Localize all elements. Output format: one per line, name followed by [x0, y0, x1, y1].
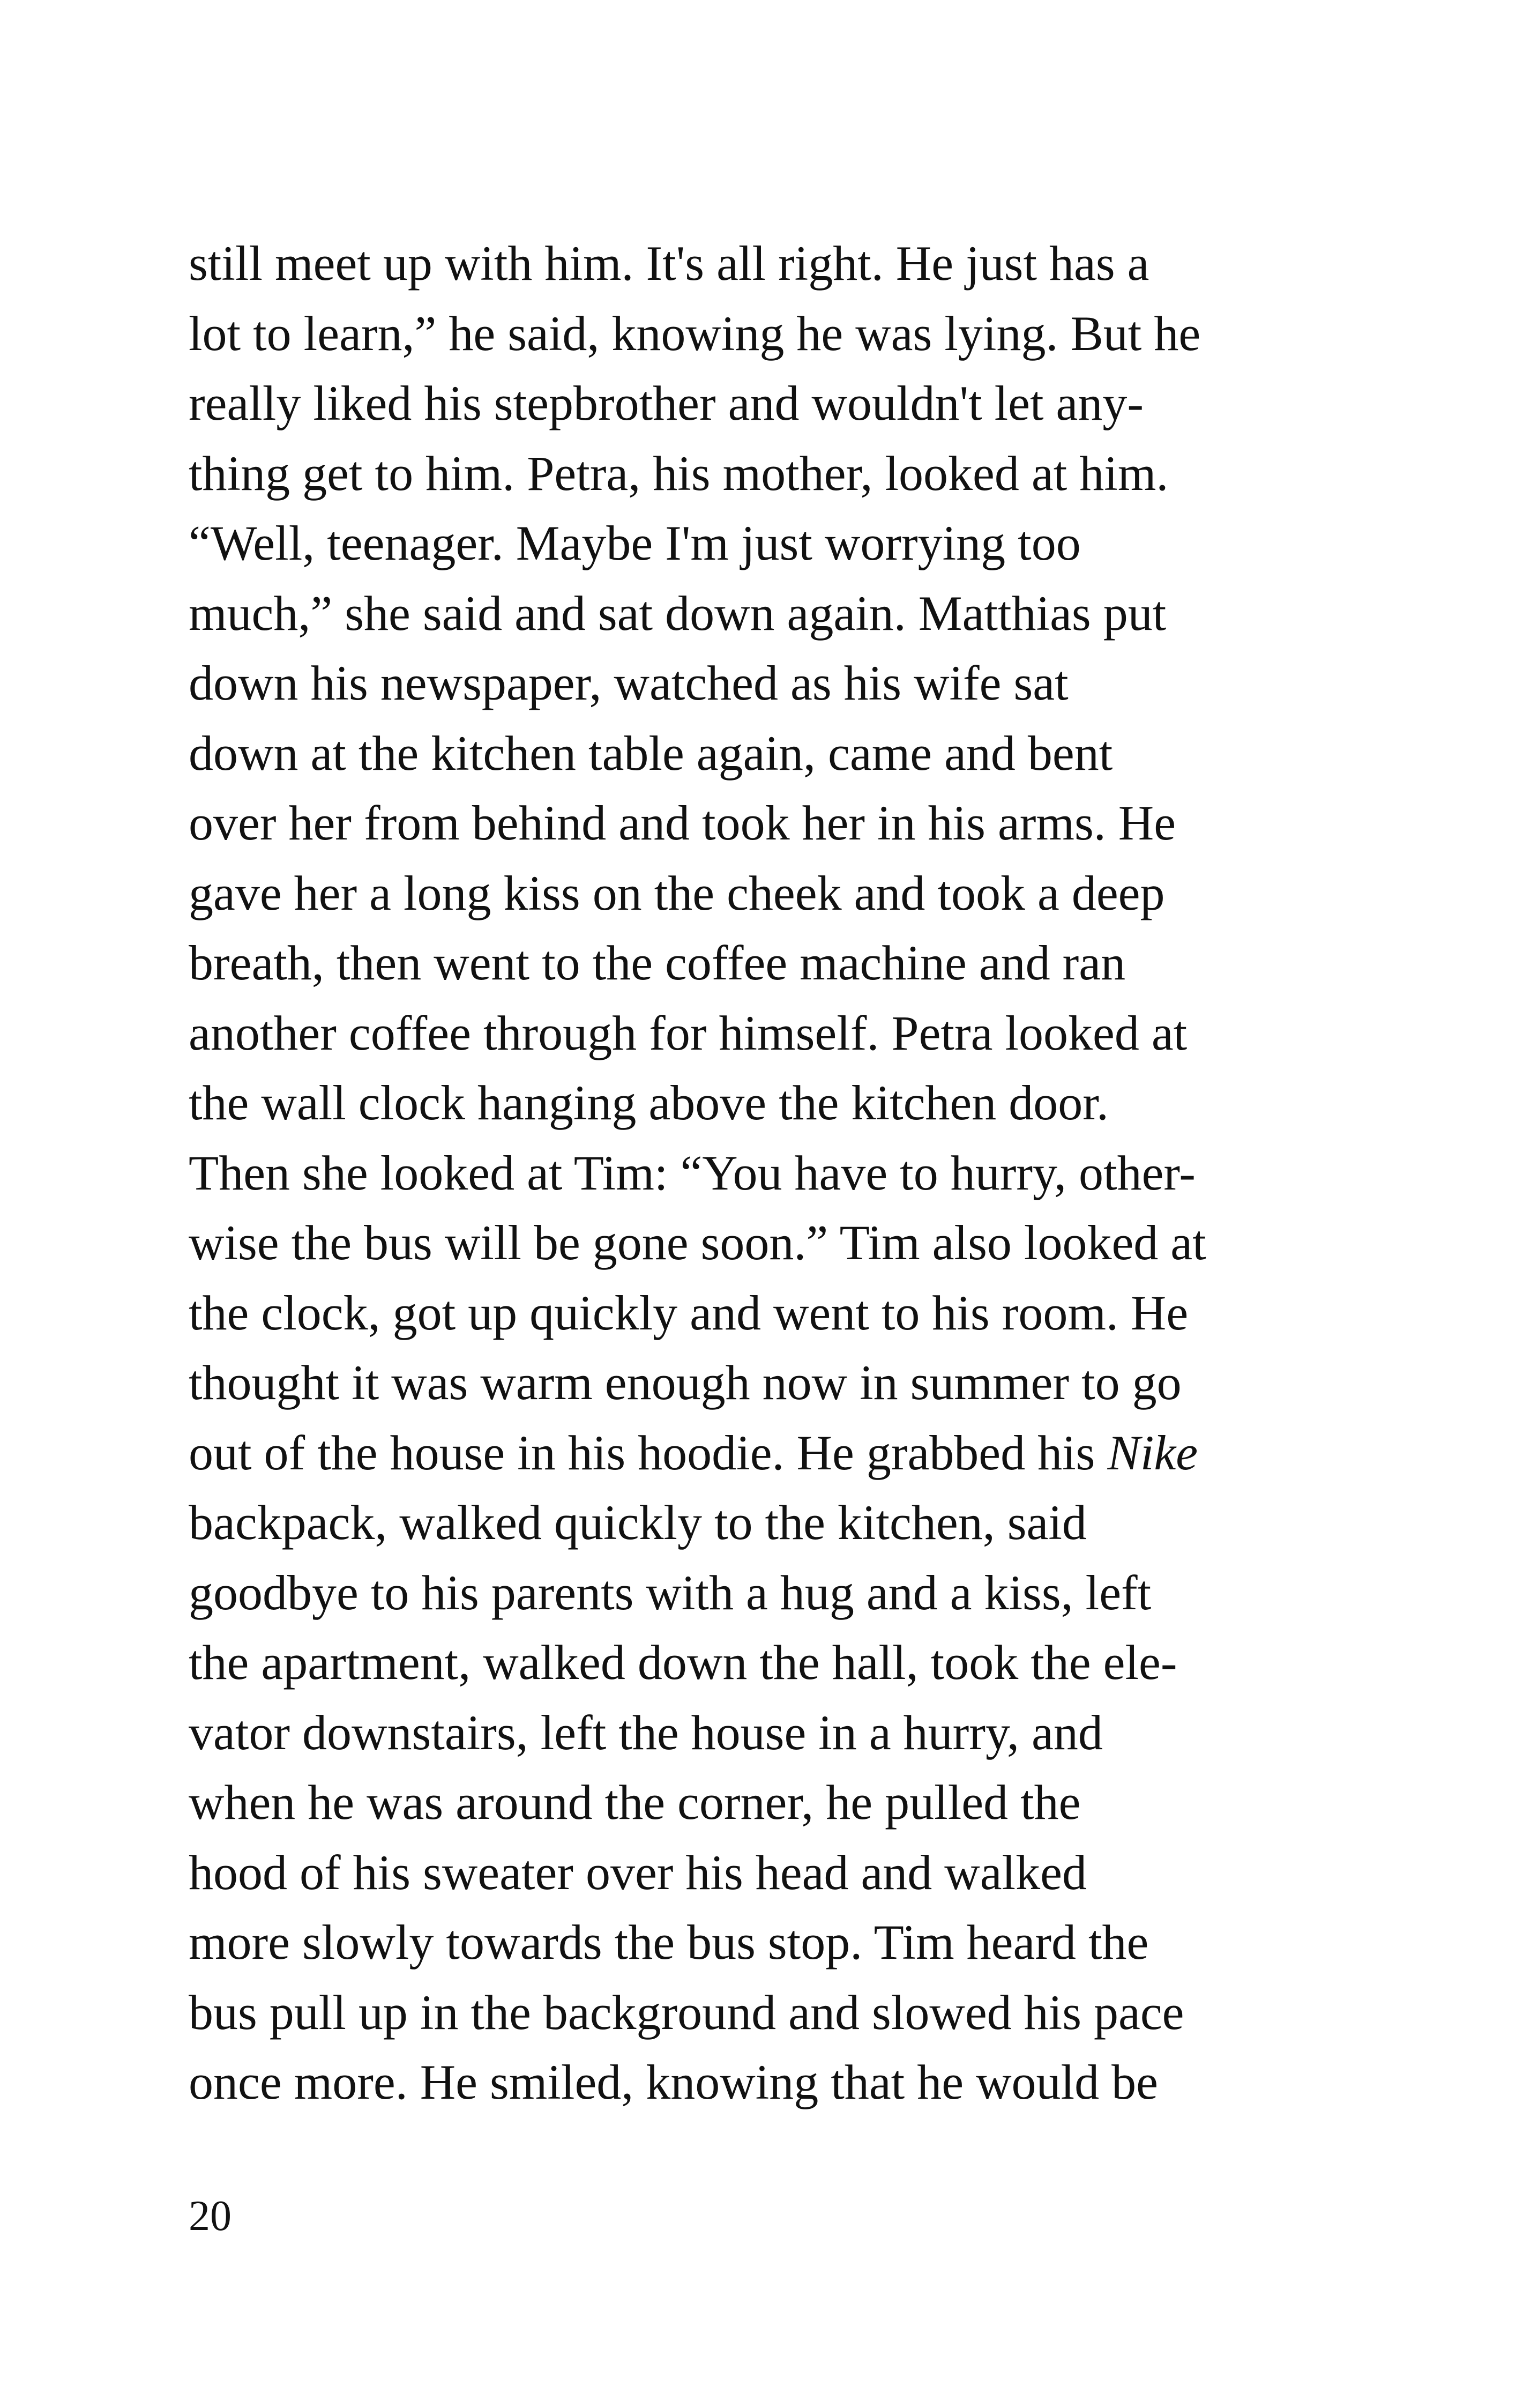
- text-line: the clock, got up quickly and went to his room. He: [189, 1285, 1189, 1340]
- text-line: once more. He smiled, knowing that he would be: [189, 2055, 1158, 2109]
- text-line: “Well, teenager. Maybe I'm just worrying too: [189, 516, 1081, 570]
- body-text: [189, 228, 1325, 2117]
- text-line: backpack, walked quickly to the kitchen, said: [189, 1495, 1087, 1550]
- text-line: over her from behind and took her in his arms. He: [189, 796, 1176, 850]
- text-line: bus pull up in the background and slowed his pace: [189, 1985, 1184, 2040]
- text-line: lot to learn,” he said, knowing he was lying. But he: [189, 306, 1201, 361]
- text-line: breath, then went to the coffee machine and ran: [189, 935, 1126, 990]
- page-number: 20: [189, 2193, 232, 2240]
- text-line: gave her a long kiss on the cheek and took a deep: [189, 865, 1165, 920]
- text-line: Then she looked at Tim: “You have to hurry, other-: [189, 1145, 1196, 1200]
- text-line: really liked his stepbrother and wouldn't let any-: [189, 376, 1144, 430]
- text-line: when he was around the corner, he pulled the: [189, 1775, 1081, 1830]
- text-line: thought it was warm enough now in summer to go: [189, 1355, 1182, 1410]
- text-line: the wall clock hanging above the kitchen door.: [189, 1075, 1109, 1130]
- text-line-start: out of the house in his hoodie. He grabbed his: [189, 1425, 1108, 1480]
- text-line: goodbye to his parents with a hug and a kiss, left: [189, 1565, 1152, 1620]
- text-line: more slowly towards the bus stop. Tim heard the: [189, 1915, 1149, 1969]
- text-line: down at the kitchen table again, came and bent: [189, 725, 1113, 781]
- italic-brand-name: Nike: [1107, 1425, 1198, 1480]
- text-line: wise the bus will be gone soon.” Tim also looked at: [189, 1215, 1206, 1270]
- text-line: the apartment, walked down the hall, took the ele-: [189, 1635, 1177, 1690]
- text-line-with-italic: [189, 1418, 1325, 1488]
- text-line: down his newspaper, watched as his wife sat: [189, 656, 1069, 710]
- text-line: thing get to him. Petra, his mother, looked at him.: [189, 445, 1169, 501]
- text-line: vator downstairs, left the house in a hurry, and: [189, 1705, 1103, 1760]
- text-line: much,” she said and sat down again. Matthias put: [189, 585, 1167, 641]
- text-line: still meet up with him. It's all right. He just has a: [189, 236, 1149, 291]
- text-line: hood of his sweater over his head and walked: [189, 1845, 1087, 1900]
- text-line: another coffee through for himself. Petra looked at: [189, 1005, 1188, 1060]
